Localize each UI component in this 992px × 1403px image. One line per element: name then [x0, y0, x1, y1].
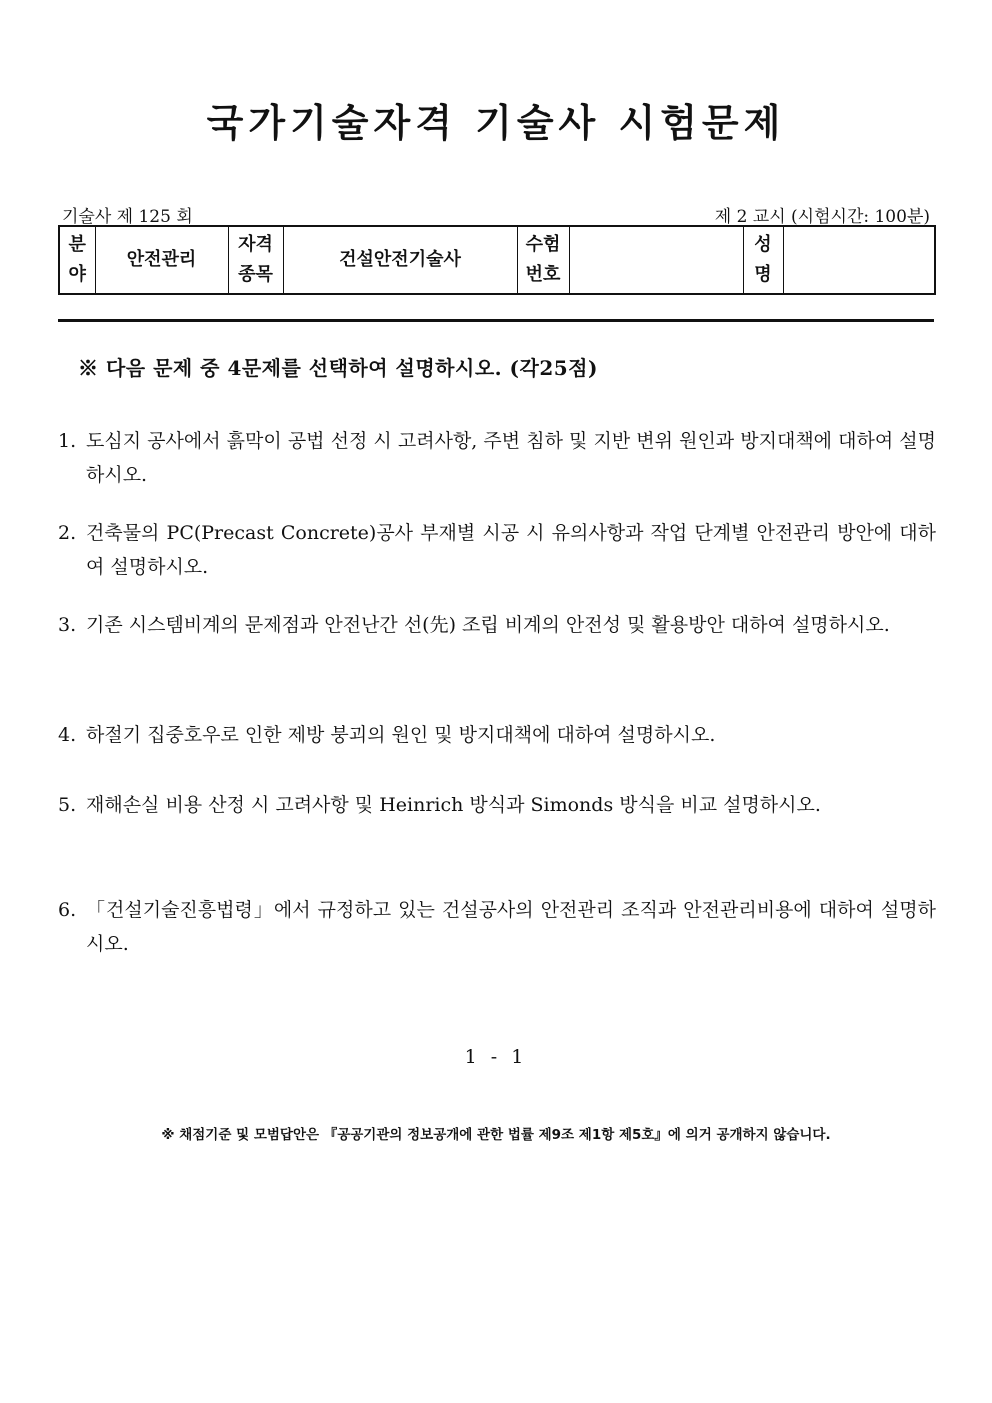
question-item [58, 516, 936, 608]
question-item [58, 893, 936, 973]
instruction: ※ 다음 문제 중 4문제를 선택하여 설명하시오. (각25점) [78, 356, 598, 380]
question-number: 6. [58, 899, 77, 921]
divider [58, 319, 934, 322]
candidate-info-table [58, 225, 936, 295]
name-label: 성 명 [743, 226, 783, 294]
category-value: 건설안전기술사 [283, 226, 517, 294]
question-item [58, 718, 936, 788]
question-list [58, 424, 936, 973]
question-item [58, 608, 936, 718]
question-text: 하절기 집중호우로 인한 제방 붕괴의 원인 및 방지대책에 대하여 설명하시오. [86, 724, 716, 746]
question-number: 2. [58, 522, 77, 544]
exam-session: 제 2 교시 (시험시간: 100분) [714, 207, 930, 227]
question-number: 1. [58, 430, 77, 452]
exam-number-field[interactable] [569, 226, 743, 294]
category-label: 자격 종목 [228, 226, 283, 294]
page-title: 국가기술자격 기술사 시험문제 [206, 100, 786, 145]
question-text: 기존 시스템비계의 문제점과 안전난간 선(先) 조립 비계의 안전성 및 활용방안 대하여 설명하시오. [86, 614, 890, 636]
question-item [58, 788, 936, 893]
question-number: 4. [58, 724, 77, 746]
question-text: 도심지 공사에서 흙막이 공법 선정 시 고려사항, 주변 침하 및 지반 변위 원인과 방지대책에 대하여 설명하시오. [86, 430, 936, 486]
field-value: 안전관리 [95, 226, 228, 294]
exam-number-label: 수험 번호 [517, 226, 569, 294]
question-number: 5. [58, 794, 77, 816]
name-field[interactable] [783, 226, 935, 294]
question-number: 3. [58, 614, 77, 636]
question-text: 재해손실 비용 산정 시 고려사항 및 Heinrich 방식과 Simonds 방식을 비교 설명하시오. [86, 794, 821, 816]
field-label: 분 야 [59, 226, 95, 294]
question-item [58, 424, 936, 516]
footnote: ※ 채점기준 및 모범답안은 『공공기관의 정보공개에 관한 법률 제9조 제1항 제5호』에 의거 공개하지 않습니다. [161, 1127, 831, 1143]
question-text: 건축물의 PC(Precast Concrete)공사 부재별 시공 시 유의사항과 작업 단계별 안전관리 방안에 대하여 설명하시오. [86, 522, 936, 578]
exam-round: 기술사 제 125 회 [62, 207, 193, 227]
page-number: 1 - 1 [464, 1046, 528, 1068]
question-text: 「건설기술진흥법령」에서 규정하고 있는 건설공사의 안전관리 조직과 안전관리비용에 대하여 설명하시오. [86, 899, 936, 955]
